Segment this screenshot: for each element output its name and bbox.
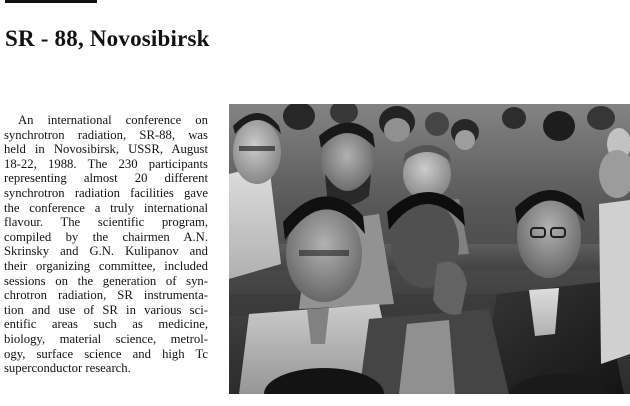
- audience-photo-illustration: [229, 104, 630, 394]
- article-line: flavour. The scientific program,: [4, 215, 208, 230]
- article-line: Skrinsky and G.N. Kulipanov and: [4, 244, 208, 259]
- article-title: SR - 88, Novosibirsk: [5, 26, 210, 51]
- article-line: 18-22, 1988. The 230 participants: [4, 156, 208, 171]
- header-rule: [5, 0, 97, 3]
- article-line: representing almost 20 different: [4, 171, 208, 186]
- article-line: synchrotron radiation, SR-88, was: [4, 127, 208, 142]
- article-line: the conference a truly international: [4, 200, 208, 215]
- article-line: sessions on the generation of syn-: [4, 273, 208, 288]
- article-line: compiled by the chairmen A.N.: [4, 229, 208, 244]
- article-line: their organizing committee, included: [4, 258, 208, 273]
- article-line: superconductor research.: [4, 361, 131, 376]
- article-line: chrotron radiation, SR instrumenta-: [4, 288, 208, 303]
- article-line: held in Novosibirsk, USSR, August: [4, 142, 208, 157]
- article-line: synchrotron radiation facilities gave: [4, 185, 208, 200]
- article-line: entific areas such as medicine,: [4, 317, 208, 332]
- article-body: [4, 113, 208, 376]
- article-line: tion and use of SR in various sci-: [4, 302, 208, 317]
- article-line: ogy, surface science and high Tc: [4, 346, 208, 361]
- conference-photo: [229, 104, 630, 394]
- article-line: An international conference on: [18, 113, 208, 127]
- article-line: biology, material science, metrol-: [4, 331, 208, 346]
